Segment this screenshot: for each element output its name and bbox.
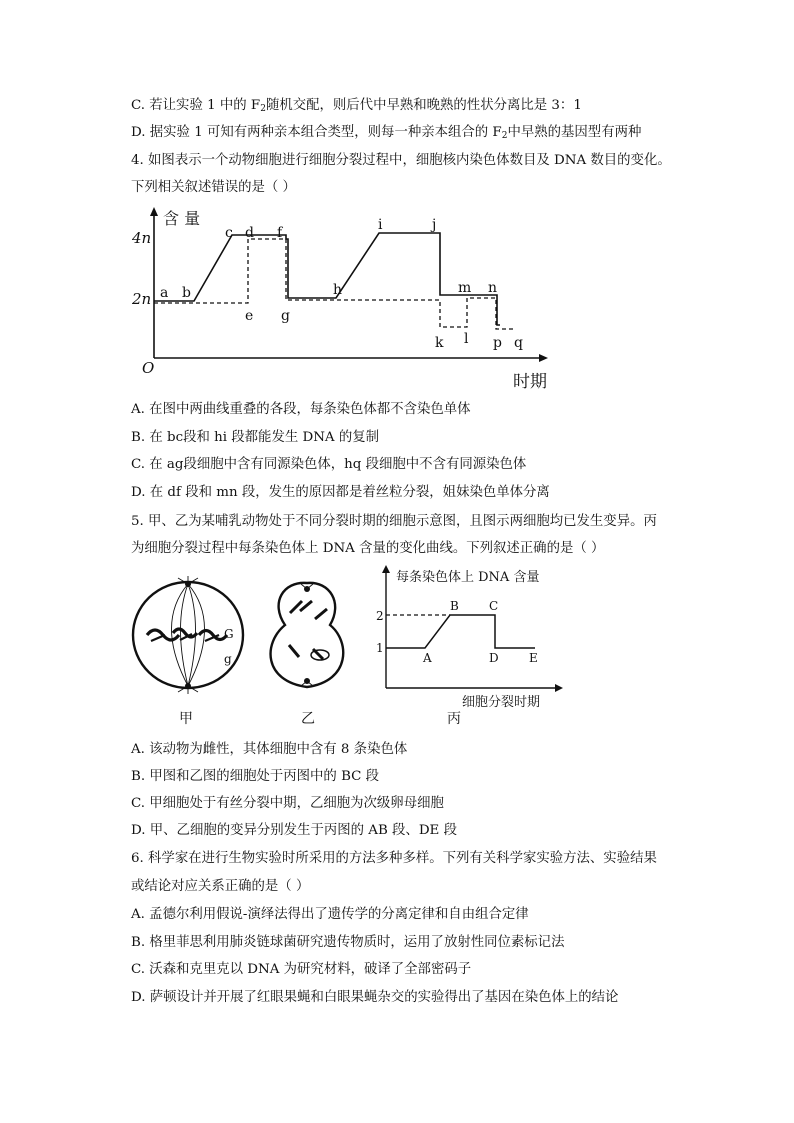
- graph-bing-point-E: E: [529, 651, 538, 665]
- q4-option-a: A. 在图中两曲线重叠的各段，每条染色体都不含染色单体: [131, 402, 471, 417]
- q4-dna-curve: [154, 233, 500, 325]
- q4-y-tick-2n: 2n: [132, 290, 152, 308]
- q6-option-d: D. 萨顿设计并开展了红眼果蝇和白眼果蝇杂交的实验得出了基因在染色体上的结论: [131, 990, 619, 1005]
- q4-point-i: i: [378, 217, 383, 233]
- q4-point-e: e: [245, 308, 254, 324]
- q5-figure: [125, 563, 565, 733]
- q3-option-d-subscript: 2: [501, 131, 508, 141]
- q4-point-k: k: [435, 335, 444, 351]
- q6-option-c: C. 沃森和克里克以 DNA 为研究材料，破译了全部密码子: [131, 962, 472, 977]
- graph-bing-tick-1: 1: [376, 641, 384, 655]
- graph-bing-point-B: B: [450, 599, 459, 613]
- q3-option-c-text-rest: 随机交配，则后代中早熟和晚熟的性状分离比是 3：1: [265, 98, 582, 113]
- q4-option-b: B. 在 bc段和 hi 段都能发生 DNA 的复制: [131, 430, 380, 445]
- graph-bing-point-C: C: [489, 599, 499, 613]
- graph-bing-y-title: 每条染色体上 DNA 含量: [396, 570, 540, 585]
- q4-y-title: 含 量: [163, 209, 201, 228]
- q4-point-h: h: [333, 282, 343, 298]
- graph-bing-point-D: D: [489, 651, 499, 665]
- q5-stem-line1: 5. 甲、乙为某哺乳动物处于不同分裂时期的细胞示意图，且图示两细胞均已发生变异。丙: [131, 514, 657, 529]
- q3-option-c-text: C. 若让实验 1 中的 F: [131, 98, 261, 113]
- q5-option-b: B. 甲图和乙图的细胞处于丙图中的 BC 段: [131, 769, 380, 784]
- q4-x-axis-arrow: [539, 354, 548, 362]
- q4-point-d: d: [245, 225, 254, 241]
- cell-yi-label: 乙: [301, 711, 315, 727]
- q6-stem-line2: 或结论对应关系正确的是（ ）: [131, 879, 310, 894]
- q6-stem-line1: 6. 科学家在进行生物实验时所采用的方法多种多样。下列有关科学家实验方法、实验结果: [131, 851, 657, 866]
- q6-option-b: B. 格里菲思利用肺炎链球菌研究遗传物质时，运用了放射性同位素标记法: [131, 935, 565, 950]
- q5-stem-line2: 为细胞分裂过程中每条染色体上 DNA 含量的变化曲线。下列叙述正确的是（ ）: [131, 541, 605, 556]
- q4-figure: [130, 205, 560, 395]
- graph-bing-x-title: 细胞分裂时期: [462, 695, 541, 710]
- q4-point-j: j: [432, 217, 437, 233]
- q3-option-d: [131, 124, 641, 145]
- gene-label-g: g: [224, 652, 232, 666]
- q4-point-c: c: [225, 225, 233, 241]
- graph-bing-label: 丙: [447, 711, 461, 727]
- q3-option-c: [131, 97, 582, 118]
- graph-bing-tick-2: 2: [376, 609, 384, 623]
- q3-option-c-subscript: 2: [260, 104, 266, 114]
- q3-option-d-text: D. 据实验 1 可知有两种亲本组合类型，则每一种亲本组合的 F: [131, 125, 502, 140]
- q4-option-d: D. 在 df 段和 mn 段，发生的原因都是着丝粒分裂，姐妹染色单体分离: [131, 485, 550, 500]
- q4-point-a: a: [160, 285, 169, 301]
- q4-stem-line2: 下列相关叙述错误的是（ ）: [131, 180, 296, 195]
- q4-y-axis-arrow: [150, 207, 158, 216]
- q6-option-a: A. 孟德尔利用假说-演绎法得出了遗传学的分离定律和自由组合定律: [131, 907, 529, 922]
- q5-option-d: D. 甲、乙细胞的变异分别发生于丙图的 AB 段、DE 段: [131, 823, 457, 838]
- q4-point-l: l: [464, 331, 469, 347]
- q5-option-a: A. 该动物为雌性，其体细胞中含有 8 条染色体: [131, 742, 408, 757]
- cell-jia-label: 甲: [179, 711, 193, 727]
- graph-bing-point-A: A: [423, 651, 432, 665]
- q4-point-q: q: [514, 335, 523, 351]
- q4-point-m: m: [458, 280, 472, 296]
- q4-stem-line1: 4. 如图表示一个动物细胞进行细胞分裂过程中，细胞核内染色体数目及 DNA 数目的变化。: [131, 153, 671, 168]
- q4-point-n: n: [488, 280, 498, 296]
- q4-y-tick-4n: 4n: [132, 229, 152, 247]
- q4-origin-label: O: [142, 359, 155, 377]
- cell-yi-diagram: [271, 583, 344, 687]
- q4-point-f: f: [277, 225, 283, 241]
- q4-point-b: b: [182, 285, 191, 301]
- q4-point-g: g: [281, 308, 290, 324]
- q4-option-c: C. 在 ag段细胞中含有同源染色体，hq 段细胞中不含有同源染色体: [131, 457, 527, 472]
- q4-point-p: p: [493, 335, 502, 351]
- q3-option-d-text-rest: 中早熟的基因型有两种: [507, 125, 642, 140]
- gene-label-G: G: [224, 627, 234, 641]
- q4-x-title: 时期: [513, 372, 547, 392]
- q5-option-c: C. 甲细胞处于有丝分裂中期，乙细胞为次级卵母细胞: [131, 796, 444, 811]
